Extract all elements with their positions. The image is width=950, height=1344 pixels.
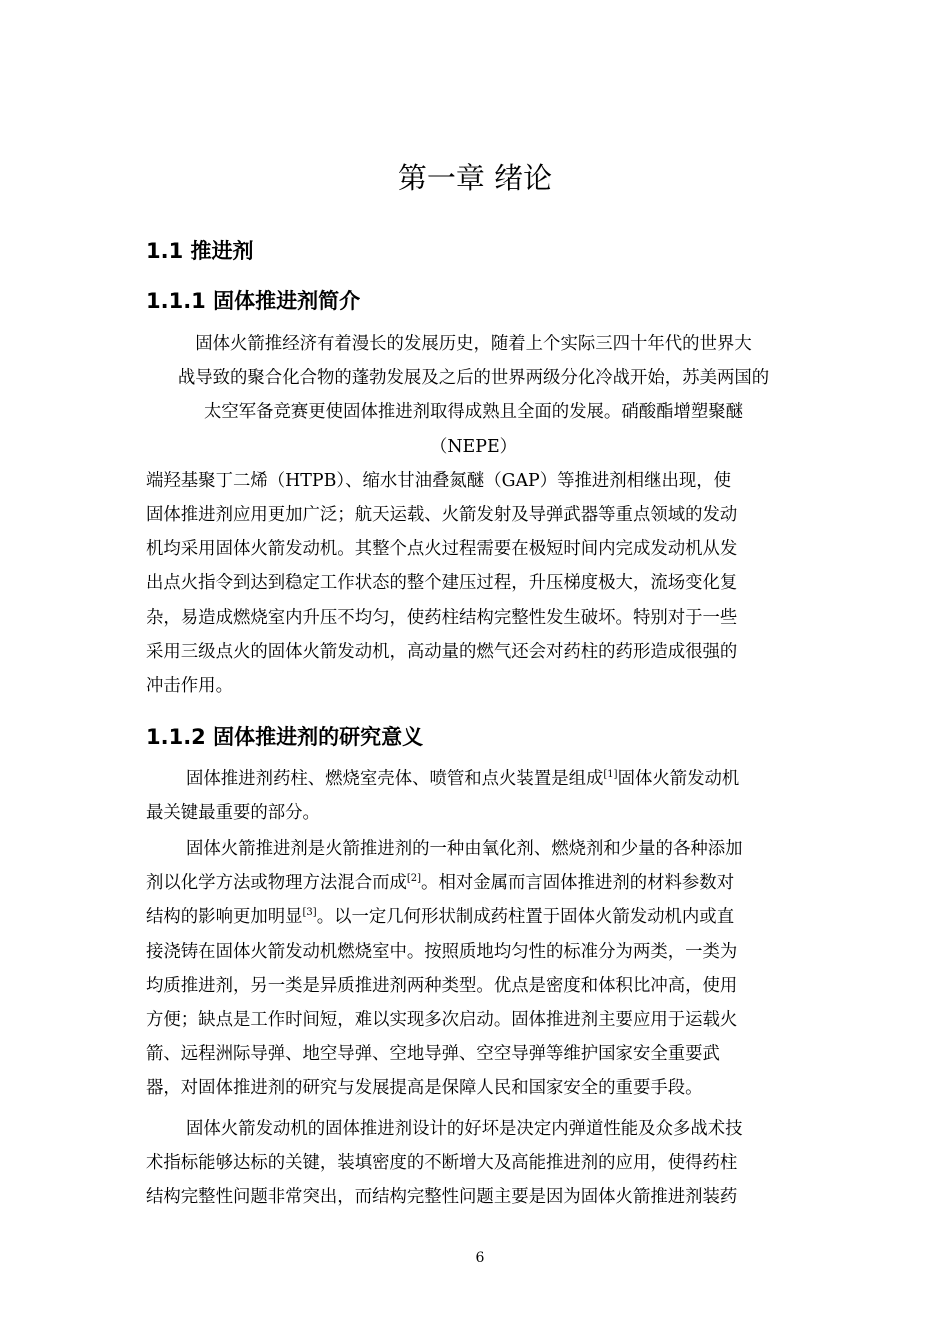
section-heading-1-1-1: 1.1.1 固体推进剂简介	[146, 289, 361, 313]
text-run: 固体推进剂药柱、燃烧室壳体、喷管和点火装置是组成	[186, 769, 604, 789]
text-run: 剂以化学方法或物理方法混合而成	[146, 873, 407, 894]
paragraph-line: 端羟基聚丁二烯（HTPB）、缩水甘油叠氮醚（GAP）等推进剂相继出现，使	[146, 470, 732, 491]
paragraph-line: 器，对固体推进剂的研究与发展提高是保障人民和国家安全的重要手段。	[146, 1078, 703, 1099]
citation-ref-2[interactable]: [2]	[406, 873, 422, 885]
text-run: 固体火箭发动机	[617, 769, 740, 789]
paragraph-line: 结构完整性问题非常突出，而结构完整性问题主要是因为固体火箭推进剂装药	[146, 1187, 738, 1208]
paragraph-line: 固体火箭发动机的固体推进剂设计的好坏是决定内弹道性能及众多战术技	[186, 1119, 743, 1139]
paragraph-line: 杂，易造成燃烧室内升压不均匀，使药柱结构完整性发生破坏。特别对于一些	[146, 607, 738, 628]
paragraph-line: 固体推进剂应用更加广泛；航天运载、火箭发射及导弹武器等重点领域的发动	[146, 504, 738, 525]
paragraph-line	[146, 866, 801, 900]
paragraph-components	[146, 762, 801, 830]
paragraph-design	[146, 1112, 801, 1215]
paragraph-line: 接浇铸在固体火箭发动机燃烧室中。按照质地均匀性的标准分为两类，一类为	[146, 941, 738, 962]
paragraph-line: 采用三级点火的固体火箭发动机，高动量的燃气还会对药柱的药形造成很强的	[146, 641, 738, 662]
page-number: 6	[475, 1250, 485, 1266]
paragraph-line: 战导致的聚合化合物的蓬勃发展及之后的世界两级分化冷战开始，苏美两国的	[177, 368, 770, 389]
paragraph-line: 出点火指令到达到稳定工作状态的整个建压过程，升压梯度极大，流场变化复	[146, 573, 738, 594]
paragraph-line: 机均采用固体火箭发动机。其整个点火过程需要在极短时间内完成发动机从发	[146, 539, 738, 560]
paragraph-line: 术指标能够达标的关键，装填密度的不断增大及高能推进剂的应用，使得药柱	[146, 1153, 738, 1174]
section-heading-1-1-2: 1.1.2 固体推进剂的研究意义	[146, 725, 424, 749]
citation-ref-3[interactable]: [3]	[302, 907, 317, 919]
paragraph-line	[146, 762, 801, 796]
paragraph-line: 冲击作用。	[146, 675, 233, 696]
paragraph-intro	[146, 327, 801, 703]
paragraph-line: 箭、远程洲际导弹、地空导弹、空地导弹、空空导弹等维护国家安全重要武	[146, 1044, 720, 1065]
paragraph-line: 固体火箭推进剂是火箭推进剂的一种由氧化剂、燃烧剂和少量的各种添加	[186, 839, 743, 859]
text-run: 。以一定几何形状制成药柱置于固体火箭发动机内或直	[316, 907, 735, 928]
section-heading-1-1: 1.1 推进剂	[146, 239, 254, 263]
paragraph-line: 方便；缺点是工作时间短，难以实现多次启动。固体推进剂主要应用于运载火	[146, 1009, 738, 1030]
paragraph-line: 固体火箭推经济有着漫长的发展历史，随着上个实际三四十年代的世界大	[195, 334, 752, 354]
paragraph-line: （NEPE）	[429, 436, 518, 457]
paragraph-line: 均质推进剂，另一类是异质推进剂两种类型。优点是密度和体积比冲高，使用	[146, 975, 738, 996]
text-run: 。相对金属而言固体推进剂的材料参数对	[421, 873, 735, 894]
citation-ref-1[interactable]: [1]	[603, 769, 618, 780]
paragraph-definition	[146, 832, 801, 1106]
paragraph-line: 太空军备竞赛更使固体推进剂取得成熟且全面的发展。硝酸酯增塑聚醚	[203, 402, 744, 423]
paragraph-line: 最关键最重要的部分。	[146, 803, 320, 824]
chapter-title: 第一章 绪论	[397, 161, 553, 195]
paragraph-line	[146, 900, 801, 934]
text-run: 结构的影响更加明显	[146, 907, 303, 928]
